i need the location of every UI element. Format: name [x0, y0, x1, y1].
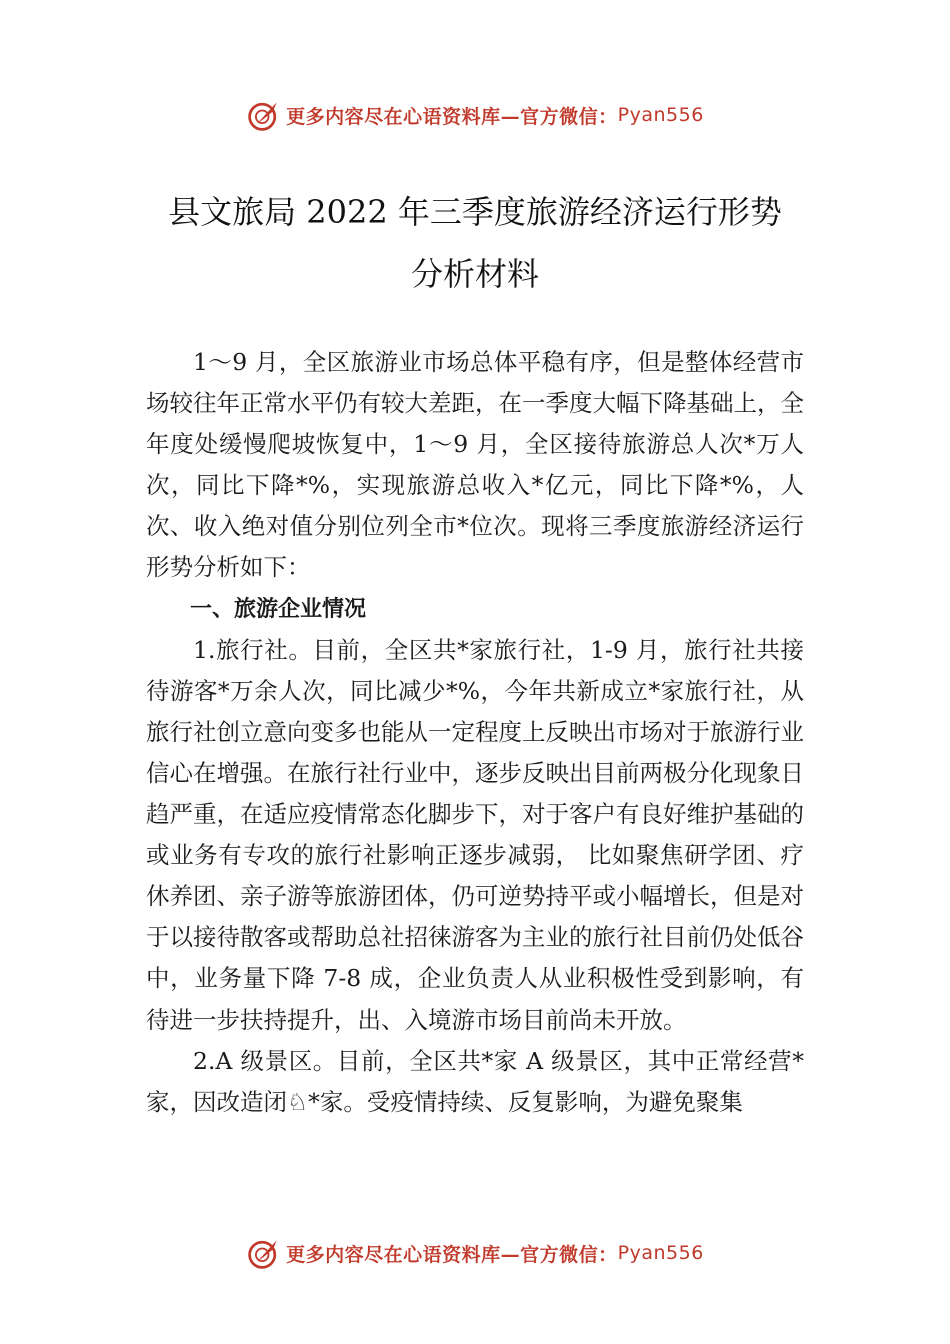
banner-wechat-id: Pyan556 [617, 1242, 704, 1264]
document-title-line-1: 县文旅局 2022 年三季度旅游经济运行形势 [168, 193, 782, 231]
banner-wechat-id: Pyan556 [617, 104, 704, 126]
footer-banner [0, 1233, 950, 1273]
intro-paragraph: 1～9 月，全区旅游业市场总体平稳有序，但是整体经营市场较往年正常水平仍有较大差距，在一季度大幅下降基础上，全年度处缓慢爬坡恢复中，1～9 月，全区接待旅游总人次*万人次，同比下降*%，实现旅游总收入*亿元，同比下降*%，人次、收入绝对值分别位列全市*位次。现将三季度旅游经济运行形势分析如下： [146, 348, 804, 582]
banner-text: 更多内容尽在心语资料库—官方微信： [286, 105, 618, 128]
banner-text: 更多内容尽在心语资料库—官方微信： [286, 1243, 618, 1266]
document-body [146, 342, 804, 1123]
feather-quill-logo-icon [246, 97, 282, 133]
travel-agency-paragraph: 1.旅行社。目前，全区共*家旅行社，1-9 月，旅行社共接待游客*万余人次，同比减少*%，今年共新成立*家旅行社，从旅行社创立意向变多也能从一定程度上反映出市场对于旅游行业信心在增强。在旅行社行业中，逐步反映出目前两极分化现象日趋严重，在适应疫情常态化脚步下，对于客户有良好维护基础的或业务有专攻的旅行社影响正逐步减弱， 比如聚焦研学团、疗休养团、亲子游等旅游团体，仍可逆势持平或小幅增长，但是对于以接待散客或帮助总社招徕游客为主业的旅行社目前仍处低谷中，业务量下降 7-8 成，企业负责人从业积极性受到影响，有待进一步扶持提升，出、入境游市场目前尚未开放。 [146, 635, 804, 1034]
header-banner [0, 95, 950, 135]
scenic-area-paragraph: 2.A 级景区。目前，全区共*家 A 级景区，其中正常经营*家，因改造闭♘*家。受疫情持续、反复影响，为避免聚集 [146, 1046, 804, 1116]
feather-quill-logo-icon [246, 1235, 282, 1271]
document-title-line-2: 分析材料 [410, 255, 539, 293]
section-heading-1: 一、旅游企业情况 [190, 596, 367, 622]
